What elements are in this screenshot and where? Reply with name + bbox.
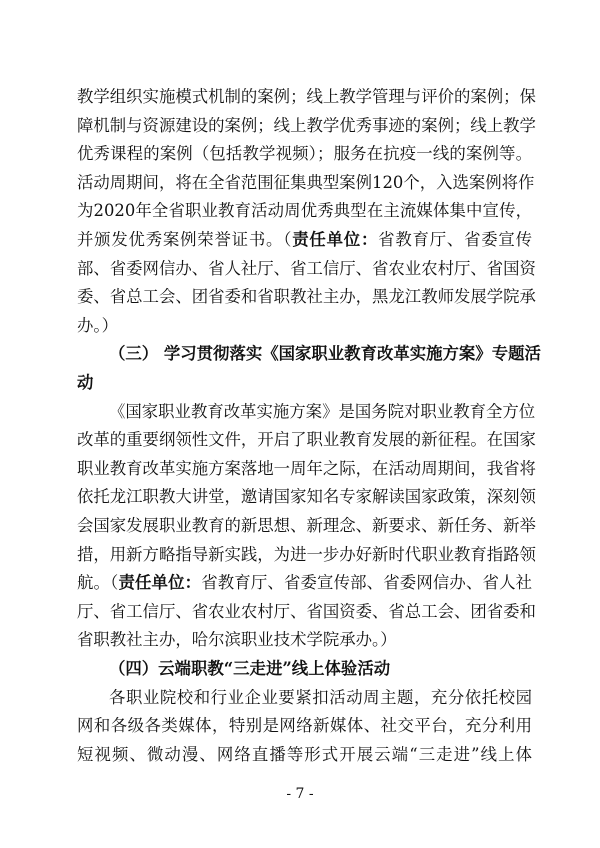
body-text-line: 省职教社主办，哈尔滨职业技术学院承办。）	[77, 630, 397, 650]
body-text-line: 《国家职业教育改革实施方案》是国务院对职业教育全方位	[109, 401, 536, 421]
body-text-line: 措，用新方略指导新实践，为进一步办好新时代职业教育指路领	[77, 544, 536, 564]
body-text-line: 改革的重要纲领性文件，开启了职业教育发展的新征程。在国家	[77, 430, 536, 450]
body-text-line: 会国家发展职业教育的新思想、新理念、新要求、新任务、新举	[77, 516, 536, 535]
body-text-line: 办。）	[77, 315, 118, 335]
responsibility-label: 责任单位：	[118, 573, 202, 593]
body-text-line: 网和各级各类媒体，特别是网络新媒体、社交平台，充分利用	[77, 716, 532, 736]
page-number: - 7 -	[286, 786, 314, 802]
body-text-line: 部、省委网信办、省人社厅、省工信厅、省农业农村厅、省国资	[77, 258, 536, 278]
body-text-line: 厅、省工信厅、省农业农村厅、省国资委、省总工会、团省委和	[77, 601, 536, 621]
body-text-line: 短视频、微动漫、网络直播等形式开展云端“三走进”线上体	[77, 744, 532, 764]
body-text-line-with-responsibility	[77, 572, 532, 594]
text-segment: 省教育厅、省委宣传	[378, 230, 533, 249]
section-heading-4: （四）云端职教“三走进”线上体验活动	[109, 659, 391, 678]
body-text-line: 为2020年全省职业教育活动周优秀典型在主流媒体集中宣传，	[77, 201, 532, 221]
section-heading-3: （三） 学习贯彻落实《国家职业教育改革实施方案》专题活	[109, 344, 541, 364]
text-segment: 省教育厅、省委宣传部、省委网信办、省人社	[201, 573, 533, 593]
body-text-line: 各职业院校和行业企业要紧扣活动周主题，充分依托校园	[109, 687, 532, 707]
body-text-line: 依托龙江职教大讲堂，邀请国家知名专家解读国家政策，深刻领	[77, 487, 536, 507]
body-text-line-with-responsibility	[77, 229, 532, 251]
responsibility-label: 责任单位：	[292, 230, 379, 249]
text-segment: 并颁发优秀案例荣誉证书。（	[77, 230, 293, 249]
body-text-line: 优秀课程的案例（包括教学视频）；服务在抗疫一线的案例等。	[77, 144, 532, 164]
text-segment: 航。（	[77, 573, 119, 593]
body-text-line: 职业教育改革实施方案落地一周年之际，在活动周期间，我省将	[77, 458, 536, 478]
body-text-line: 委、省总工会、团省委和省职教社主办，黑龙江教师发展学院承	[77, 287, 536, 307]
section-heading-3-continued: 动	[77, 373, 94, 392]
body-text-line: 活动周期间，将在全省范围征集典型案例120个，入选案例将作	[77, 172, 535, 192]
body-text-line: 教学组织实施模式机制的案例；线上教学管理与评价的案例；保	[77, 87, 536, 106]
body-text-line: 障机制与资源建设的案例；线上教学优秀事迹的案例；线上教学	[77, 115, 536, 135]
